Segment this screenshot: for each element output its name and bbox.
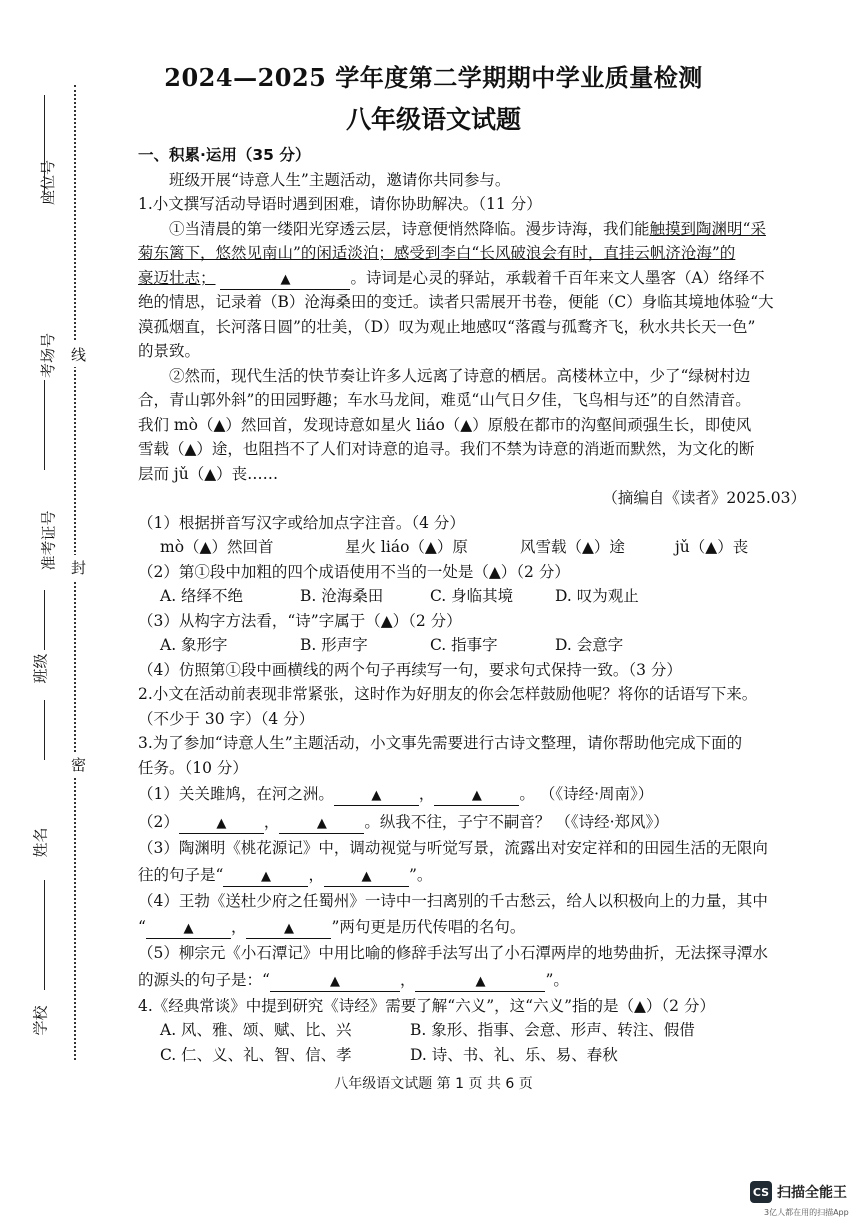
- blank-marker: ▲: [283, 921, 294, 936]
- text: ”两句更是历代传唱的名句。: [331, 918, 526, 936]
- exam-subtitle: 八年级语文试题: [345, 105, 521, 134]
- text: 往的句子是“: [138, 865, 224, 884]
- question-3-3-line1: （3）陶渊明《桃花源记》中，调动视觉与听觉写景，流露出对安定祥和的田园生活的无限向: [138, 839, 768, 857]
- answer-blank[interactable]: [434, 785, 519, 806]
- q4-options-row2: [138, 1043, 810, 1068]
- answer-blank[interactable]: [246, 918, 331, 939]
- passage2-line4: 雪载（▲）途，也阻挡不了人们对诗意的追寻。我们不禁为诗意的消逝而默然，为文化的断: [138, 440, 755, 458]
- option-c[interactable]: C. 指事字: [430, 636, 498, 654]
- option-a[interactable]: A. 络绎不绝: [160, 587, 244, 605]
- camscanner-logo-icon: CS: [750, 1181, 772, 1203]
- question-1: 1.小文撰写活动导语时遇到困难，请你协助解决。（11 分）: [138, 195, 542, 213]
- option-b[interactable]: B. 沧海桑田: [300, 587, 384, 605]
- class-line: [44, 700, 45, 760]
- option-b[interactable]: B. 形声字: [300, 636, 368, 654]
- passage2-line3: 我们 mò（▲）然回首，发现诗意如星火 liáo（▲）原般在都市的沟壑间顽强生长，即使风: [138, 415, 752, 434]
- question-1-2: （2）第①段中加粗的四个成语使用不当的一处是（▲）（2 分）: [138, 562, 570, 581]
- question-3-4-line2: [138, 913, 810, 941]
- text: ”。: [545, 970, 569, 989]
- scanner-watermark: [750, 1181, 847, 1203]
- text: 。诗词是心灵的驿站，承载着千百年来文人墨客（A）络绎不: [350, 268, 765, 287]
- q1-3-options: [138, 633, 810, 658]
- class-label: 班级: [31, 653, 50, 684]
- answer-blank[interactable]: [220, 269, 350, 290]
- option-a[interactable]: A. 象形字: [160, 636, 228, 654]
- item: mò（▲）然回首: [160, 538, 274, 556]
- question-1-4: （4）仿照第①段中画横线的两个句子再续写一句，要求句式保持一致。（3 分）: [138, 660, 682, 679]
- school-label: 学校: [31, 1005, 50, 1036]
- answer-blank[interactable]: [270, 971, 400, 992]
- brand-name: 扫描全能王: [777, 1185, 847, 1201]
- answer-blank[interactable]: [324, 866, 409, 887]
- passage1-line6: 的景致。: [138, 342, 201, 360]
- seat-label: 座位号: [39, 159, 58, 206]
- q1-2-options: [138, 584, 810, 609]
- question-2-line2: （不少于 30 字）（4 分）: [138, 709, 315, 728]
- answer-blank[interactable]: [223, 866, 308, 887]
- option-c[interactable]: C. 仁、义、礼、智、信、孝: [160, 1045, 352, 1064]
- source-citation: （摘编自《读者》2025.03）: [602, 489, 806, 507]
- question-3-5-line2: [138, 966, 810, 994]
- option-d[interactable]: D. 会意字: [555, 636, 624, 654]
- item: jǔ（▲）丧: [675, 538, 749, 556]
- passage1-line2: 菊东篱下，悠然见南山”的闲适淡泊；感受到李白“长风破浪会有时，直挂云帆济沧海”的: [138, 244, 736, 262]
- blank-marker: ▲: [475, 973, 486, 989]
- question-4: 4.《经典常谈》中提到研究《诗经》需要了解“六义”，这“六义”指的是（▲）（2 分）: [138, 996, 715, 1015]
- text: （1）关关雎鸠，在河之洲。: [138, 785, 334, 803]
- blank-marker: ▲: [329, 973, 340, 989]
- question-3-5-line1: （5）柳宗元《小石潭记》中用比喻的修辞手法写出了小石潭两岸的地势曲折，无法探寻潭水: [138, 944, 768, 962]
- question-2-line1: 2.小文在活动前表现非常紧张，这时作为好朋友的你会怎样鼓励他呢？将你的话语写下来。: [138, 685, 758, 703]
- underlined-text: 触摸到陶渊明“采: [649, 219, 766, 238]
- answer-blank[interactable]: [415, 971, 545, 992]
- question-3-2: [138, 808, 810, 836]
- passage2-line1: ②然而，现代生活的快节奏让许多人远离了诗意的栖居。高楼林立中，少了“绿树村边: [169, 366, 751, 385]
- question-3-1: [138, 780, 810, 808]
- question-3-line1: 3.为了参加“诗意人生”主题活动，小文事先需要进行古诗文整理，请你帮助他完成下面的: [138, 734, 743, 752]
- blank-marker: ▲: [183, 921, 194, 936]
- question-3-4-line1: （4）王勃《送杜少府之任蜀州》一诗中一扫离别的千古愁云，给人以积极向上的力量，其中: [138, 891, 768, 910]
- q4-options-row1: [138, 1018, 810, 1043]
- brand-tagline: 3亿人都在用的扫描App: [764, 1208, 849, 1217]
- passage1-line3: [138, 266, 810, 291]
- room-line: [44, 380, 45, 470]
- name-label: 姓名: [31, 827, 50, 858]
- text: 。 （《诗经·周南》）: [519, 785, 654, 803]
- text: ①当清晨的第一缕阳光穿透云层，诗意便悄然降临。漫步诗海，我们能: [169, 219, 650, 238]
- answer-blank[interactable]: [179, 813, 264, 834]
- answer-blank[interactable]: [334, 785, 419, 806]
- page-footer: 八年级语文试题 第 1 页 共 6 页: [334, 1076, 533, 1092]
- answer-blank[interactable]: [279, 813, 364, 834]
- seal-char-seal: 封: [71, 555, 86, 580]
- passage1-line4: 绝的情思，记录着（B）沧海桑田的变迁。读者只需展开书卷，便能（C）身临其境地体验“大: [138, 293, 774, 311]
- option-d[interactable]: D. 叹为观止: [555, 587, 639, 605]
- question-3-3-line2: [138, 861, 810, 889]
- text: ”。: [408, 865, 433, 884]
- text: ，: [263, 813, 280, 831]
- text: ，: [230, 918, 247, 936]
- passage2-line2: 合，青山郭外斜”的田园野趣；车水马龙间，难觅“山气日夕佳，飞鸟相与还”的自然清音。: [138, 391, 751, 409]
- question-1-1: （1）根据拼音写汉字或给加点字注音。（4 分）: [138, 513, 465, 532]
- passage1-line1: [138, 217, 810, 242]
- exam-body: [138, 143, 810, 1067]
- text: ，: [418, 785, 435, 803]
- seal-char-line: 线: [71, 342, 86, 367]
- option-a[interactable]: A. 风、雅、颂、赋、比、兴: [160, 1021, 352, 1039]
- question-1-3: （3）从构字方法看，“诗”字属于（▲）（2 分）: [138, 611, 462, 630]
- text: 的源头的句子是：“: [138, 970, 270, 989]
- text: ，: [308, 865, 324, 884]
- blank-marker: ▲: [280, 271, 291, 287]
- blank-marker: ▲: [361, 868, 372, 884]
- blank-marker: ▲: [216, 816, 227, 831]
- answer-blank[interactable]: [146, 918, 231, 939]
- option-c[interactable]: C. 身临其境: [430, 587, 514, 605]
- ticket-line: [44, 590, 45, 650]
- text: （2）: [138, 813, 179, 831]
- question-3-line2: 任务。（10 分）: [138, 758, 248, 777]
- blank-marker: ▲: [260, 868, 271, 884]
- blank-marker: ▲: [471, 788, 482, 803]
- room-label: 考场号: [39, 332, 58, 379]
- ticket-label: 准考证号: [39, 510, 58, 571]
- q1-1-items: [138, 535, 810, 560]
- underlined-text: 豪迈壮志；: [138, 268, 216, 287]
- text: 。纵我不往，子宁不嗣音？ （《诗经·郑风》）: [364, 813, 669, 831]
- item: 风雪载（▲）途: [520, 538, 625, 556]
- text: “: [138, 918, 146, 936]
- blank-marker: ▲: [316, 816, 327, 831]
- passage1-line5: 漠孤烟直，长河落日圆”的壮美，（D）叹为观止地感叹“落霞与孤鹜齐飞，秋水共长天一色”: [138, 317, 756, 336]
- blank-marker: ▲: [371, 788, 382, 803]
- option-b[interactable]: B. 象形、指事、会意、形声、转注、假借: [410, 1021, 695, 1039]
- section-heading: 一、积累·运用（35 分）: [138, 146, 311, 164]
- section-intro: 班级开展“诗意人生”主题活动，邀请你共同参与。: [169, 170, 511, 189]
- text: ，: [399, 970, 416, 989]
- option-d[interactable]: D. 诗、书、礼、乐、易、春秋: [410, 1045, 618, 1064]
- item: 星火 liáo（▲）原: [345, 538, 468, 556]
- passage2-line5: 层而 jǔ（▲）丧……: [138, 464, 279, 483]
- exam-title: 2024—2025 学年度第二学期期中学业质量检测: [164, 63, 703, 92]
- seal-char-secret: 密: [71, 752, 86, 777]
- name-line: [44, 880, 45, 990]
